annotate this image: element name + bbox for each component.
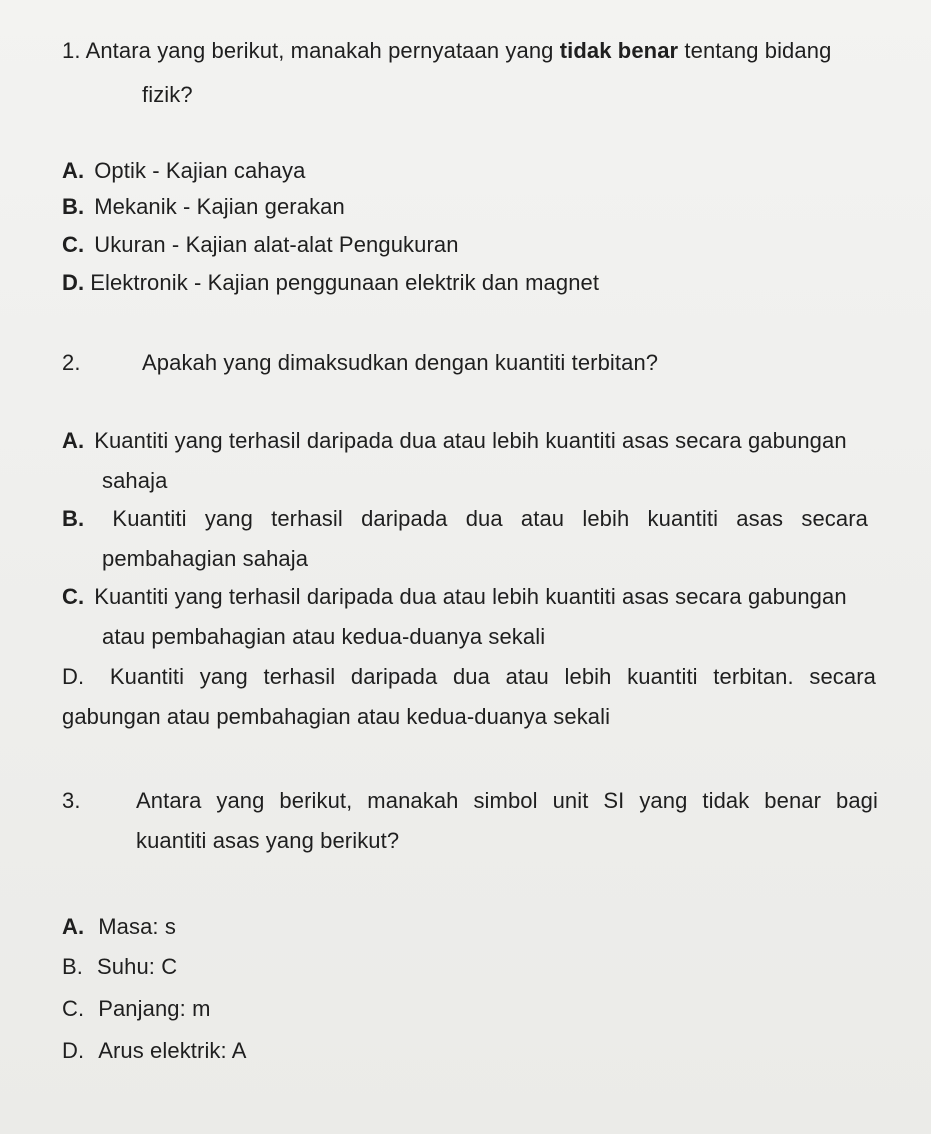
q3-option-c: [62, 998, 211, 1020]
q1-option-b-text: Mekanik - Kajian gerakan: [94, 194, 345, 219]
q3-option-d-letter: D.: [62, 1038, 85, 1063]
q1-option-d: [62, 272, 599, 294]
q2-option-b-line-2: pembahagian sahaja: [102, 546, 309, 571]
q3-option-b-text: Suhu: C: [97, 954, 178, 979]
q1-option-a-text: Optik - Kajian cahaya: [94, 158, 306, 183]
question-1-line-1: [62, 40, 831, 62]
q1-option-c: [62, 234, 459, 256]
q2-option-c-line-2: atau pembahagian atau kedua-duanya sekali: [102, 624, 546, 649]
q3-option-b-letter: B.: [62, 954, 83, 979]
question-1-line-2: fizik?: [142, 82, 193, 107]
question-2-text: Apakah yang dimaksudkan dengan kuantiti terbitan?: [142, 350, 659, 375]
question-2-number: 2.: [62, 350, 81, 375]
q2-option-a-text-1: Kuantiti yang terhasil daripada dua atau lebih kuantiti asas secara gabungan: [94, 428, 847, 453]
q2-option-a-line-2: sahaja: [102, 468, 168, 493]
question-1-text-before: Antara yang berikut, manakah pernyataan yang: [85, 38, 554, 63]
q3-option-c-letter: C.: [62, 996, 85, 1021]
q2-option-a-letter: A.: [62, 428, 85, 453]
q2-option-d-letter: D.: [62, 664, 85, 689]
q1-option-d-letter: D.: [62, 270, 85, 295]
q3-option-d: [62, 1040, 247, 1062]
q2-option-d-text-1: Kuantiti yang terhasil daripada dua atau lebih kuantiti terbitan. secara: [109, 664, 876, 689]
q1-option-c-text: Ukuran - Kajian alat-alat Pengukuran: [94, 232, 459, 257]
q1-option-a-letter: A.: [62, 158, 85, 183]
q2-option-c-letter: C.: [62, 584, 85, 609]
q2-option-d-line-2: gabungan atau pembahagian atau kedua-duanya sekali: [62, 704, 611, 729]
question-3-line-2: kuantiti asas yang berikut?: [136, 828, 400, 853]
q3-option-b: [62, 956, 177, 978]
question-3-number: 3.: [62, 788, 81, 813]
q1-option-b-letter: B.: [62, 194, 85, 219]
q2-option-a-line-1: [62, 430, 847, 452]
question-1-emphasis: tidak benar: [559, 38, 679, 63]
question-3-text-1: Antara yang berikut, manakah simbol unit SI yang tidak benar bagi: [136, 788, 878, 813]
q1-option-d-text: Elektronik - Kajian penggunaan elektrik dan magnet: [90, 270, 600, 295]
question-3-line-1: [62, 790, 880, 812]
question-1-text-after: tentang bidang: [684, 38, 832, 63]
q2-option-b-letter: B.: [62, 506, 85, 531]
q2-option-b-text-1: Kuantiti yang terhasil daripada dua atau lebih kuantiti asas secara: [112, 506, 868, 531]
q3-option-a-text: Masa: s: [98, 914, 176, 939]
q1-option-a: [62, 160, 305, 182]
question-1-number: 1.: [62, 38, 81, 63]
q2-option-c-line-1: [62, 586, 847, 608]
q3-option-d-text: Arus elektrik: A: [98, 1038, 247, 1063]
q3-option-c-text: Panjang: m: [98, 996, 211, 1021]
q3-option-a: [62, 916, 176, 938]
q2-option-d-line-1: [62, 666, 876, 688]
q2-option-c-text-1: Kuantiti yang terhasil daripada dua atau lebih kuantiti asas secara gabungan: [94, 584, 847, 609]
q3-option-a-letter: A.: [62, 914, 85, 939]
q2-option-b-line-1: [62, 508, 868, 530]
q1-option-b: [62, 196, 345, 218]
q1-option-c-letter: C.: [62, 232, 85, 257]
question-2-line: [62, 352, 658, 374]
